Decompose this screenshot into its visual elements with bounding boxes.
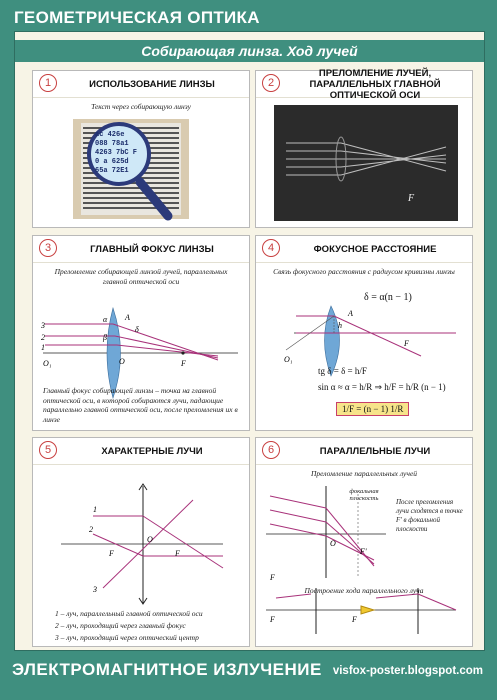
legend-item: 1 – луч, параллельный главной оптической оси	[55, 609, 203, 618]
formula-delta: δ = α(n − 1)	[364, 292, 412, 303]
svg-text:α: α	[103, 315, 108, 324]
svg-text:F: F	[270, 573, 275, 582]
svg-text:A: A	[125, 313, 130, 322]
magnified-text: ac 426e 088 78a1 4263 7bC F 0 a 625d 65a 72E1	[95, 131, 138, 175]
svg-text:3: 3	[93, 585, 97, 594]
svg-text:F: F	[181, 359, 186, 368]
svg-text:F: F	[270, 615, 275, 624]
svg-text:O: O	[119, 357, 125, 366]
panel-characteristic-rays	[32, 437, 250, 647]
svg-text:F: F	[175, 549, 180, 558]
panel-title: ПРЕЛОМЛЕНИЕ ЛУЧЕЙ, ПАРАЛЛЕЛЬНЫХ ГЛАВНОЙ ОПТИЧЕСКОЙ ОСИ	[309, 67, 441, 101]
svg-text:A: A	[348, 309, 353, 318]
panel-caption: Преломление собирающей линзой лучей, параллельных главной оптической оси	[54, 267, 228, 286]
parallel-rays-diagram	[256, 438, 472, 646]
panel-lens-usage	[32, 70, 250, 228]
panel-caption: Главный фокус собирающей линзы – точка на главной оптической оси, в которой собираются лучи, падающие параллельно главной оптической оси, после преломления их в линзе	[43, 386, 238, 424]
site-link[interactable]: visfox-poster.blogspot.com	[332, 665, 483, 677]
panel-number: 4	[262, 239, 280, 257]
legend-item: 2 – луч, проходящий через главный фокус	[55, 621, 186, 630]
panel-title: ПАРАЛЛЕЛЬНЫЕ ЛУЧИ	[319, 445, 431, 457]
focus-label: F	[408, 193, 415, 204]
panel-parallel-refraction	[255, 67, 473, 228]
svg-text:δ: δ	[135, 325, 139, 334]
svg-text:F: F	[109, 549, 114, 558]
panel-number: 5	[39, 441, 57, 459]
formula-result: 1/F = (n − 1) 1/R	[336, 402, 409, 416]
panel-caption: Связь фокусного расстояния с радиусом кривизны линзы	[273, 267, 455, 276]
page-subtitle: Собирающая линза. Ход лучей	[15, 40, 484, 62]
focal-length-diagram	[256, 236, 472, 430]
legend-item: 3 – луч, проходящий через оптический центр	[55, 633, 199, 642]
panel-main-focus	[32, 235, 250, 431]
panel-number: 2	[262, 74, 280, 92]
svg-text:2: 2	[89, 525, 93, 534]
panel-focal-length	[255, 235, 473, 431]
panel-title: ФОКУСНОЕ РАССТОЯНИЕ	[313, 243, 437, 255]
panel-number: 1	[39, 74, 57, 92]
panel-title: ХАРАКТЕРНЫЕ ЛУЧИ	[101, 445, 203, 457]
page-title: ГЕОМЕТРИЧЕСКАЯ ОПТИКА	[14, 8, 260, 27]
svg-text:F: F	[404, 339, 409, 348]
poster-content	[14, 31, 485, 651]
legend	[55, 608, 241, 644]
svg-text:2: 2	[41, 333, 45, 342]
panel-note: После преломления лучи сходятся в точке F' в фокальной плоскости	[396, 498, 463, 533]
svg-text:O₁: O₁	[43, 359, 52, 368]
footer-title: ЭЛЕКТРОМАГНИТНОЕ ИЗЛУЧЕНИЕ	[12, 660, 322, 679]
svg-text:1: 1	[93, 505, 97, 514]
svg-text:F': F'	[360, 547, 367, 556]
panel-title: ИСПОЛЬЗОВАНИЕ ЛИНЗЫ	[89, 78, 215, 90]
formula-tg: tg δ = δ = h/F	[318, 366, 367, 376]
panel-number: 3	[39, 239, 57, 257]
svg-text:O: O	[147, 535, 153, 544]
svg-text:O₁: O₁	[284, 355, 293, 364]
panel-number: 6	[262, 441, 280, 459]
focal-plane-label: фокальная плоскость	[349, 488, 379, 502]
panel-caption: Преломление параллельных лучей	[310, 469, 418, 478]
panel-title: ГЛАВНЫЙ ФОКУС ЛИНЗЫ	[90, 243, 214, 255]
formula-sin: sin α ≈ α = h/R ⇒ h/F = h/R (n − 1)	[318, 382, 446, 392]
panel-parallel-rays	[255, 437, 473, 647]
svg-text:1: 1	[41, 343, 45, 352]
svg-text:F: F	[352, 615, 357, 624]
svg-text:O: O	[330, 539, 336, 548]
svg-text:h: h	[338, 321, 342, 330]
svg-text:3: 3	[41, 321, 45, 330]
panel-caption: Текст через собирающую линзу	[91, 102, 191, 111]
svg-text:β: β	[103, 333, 107, 342]
photo-refraction	[256, 67, 472, 227]
panel-caption: Построение хода параллельного луча	[304, 586, 424, 595]
